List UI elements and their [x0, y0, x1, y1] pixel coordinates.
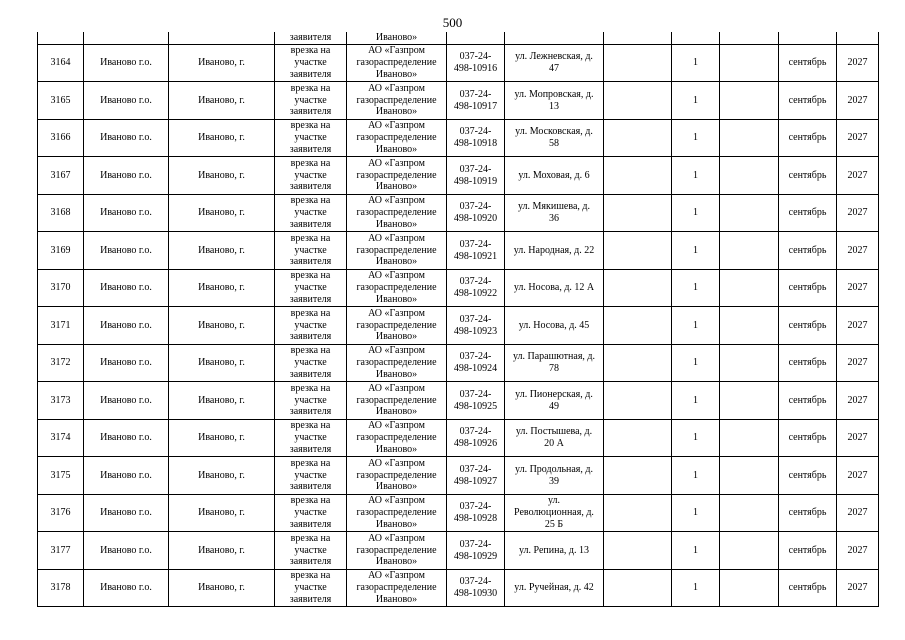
cell-year: 2027 [837, 382, 879, 420]
cell-municipality [84, 32, 169, 44]
cell-month: сентябрь [779, 269, 837, 307]
cell-count: 1 [672, 119, 720, 157]
cell-work-type: врезка на участке заявителя [275, 382, 347, 420]
cell-month [779, 32, 837, 44]
cell-count: 1 [672, 569, 720, 607]
cell-organization: АО «Газпром газораспределение Иваново» [347, 269, 447, 307]
cell-municipality: Иваново г.о. [84, 569, 169, 607]
cell-num: 3174 [38, 419, 84, 457]
cell-extra1 [604, 119, 672, 157]
cell-locality: Иваново, г. [169, 532, 275, 570]
cell-num: 3177 [38, 532, 84, 570]
cell-work-type: врезка на участке заявителя [275, 307, 347, 345]
cell-month: сентябрь [779, 157, 837, 195]
cell-locality: Иваново, г. [169, 44, 275, 82]
cell-code: 037-24- 498-10929 [447, 532, 505, 570]
cell-extra2 [720, 532, 779, 570]
cell-locality: Иваново, г. [169, 119, 275, 157]
cell-code [447, 32, 505, 44]
cell-num: 3173 [38, 382, 84, 420]
cell-month: сентябрь [779, 382, 837, 420]
cell-num: 3176 [38, 494, 84, 532]
cell-organization: АО «Газпром газораспределение Иваново» [347, 569, 447, 607]
cell-locality: Иваново, г. [169, 494, 275, 532]
cell-extra2 [720, 344, 779, 382]
cell-extra2 [720, 382, 779, 420]
cell-code: 037-24- 498-10928 [447, 494, 505, 532]
cell-extra1 [604, 232, 672, 270]
cell-num: 3168 [38, 194, 84, 232]
cell-extra1 [604, 457, 672, 495]
cell-extra1 [604, 157, 672, 195]
cell-locality [169, 32, 275, 44]
cell-extra2 [720, 119, 779, 157]
cell-extra2 [720, 457, 779, 495]
cell-locality: Иваново, г. [169, 382, 275, 420]
cell-count: 1 [672, 307, 720, 345]
table-row [38, 194, 879, 232]
cell-extra2 [720, 269, 779, 307]
cell-work-type: заявителя [275, 32, 347, 44]
cell-num [38, 32, 84, 44]
table-row [38, 532, 879, 570]
cell-code: 037-24- 498-10917 [447, 82, 505, 120]
page-number: 500 [442, 15, 463, 30]
cell-year: 2027 [837, 532, 879, 570]
cell-municipality: Иваново г.о. [84, 307, 169, 345]
cell-extra2 [720, 194, 779, 232]
cell-municipality: Иваново г.о. [84, 344, 169, 382]
cell-extra2 [720, 232, 779, 270]
cell-code: 037-24- 498-10925 [447, 382, 505, 420]
cell-code: 037-24- 498-10921 [447, 232, 505, 270]
cell-municipality: Иваново г.о. [84, 44, 169, 82]
cell-code: 037-24- 498-10923 [447, 307, 505, 345]
cell-count [672, 32, 720, 44]
cell-locality: Иваново, г. [169, 307, 275, 345]
cell-count: 1 [672, 157, 720, 195]
cell-municipality: Иваново г.о. [84, 419, 169, 457]
cell-work-type: врезка на участке заявителя [275, 532, 347, 570]
cell-address: ул. Ручейная, д. 42 [505, 569, 604, 607]
cell-extra1 [604, 569, 672, 607]
continuation-row [38, 32, 879, 44]
cell-count: 1 [672, 382, 720, 420]
cell-count: 1 [672, 532, 720, 570]
cell-address: ул. Носова, д. 45 [505, 307, 604, 345]
cell-organization: АО «Газпром газораспределение Иваново» [347, 157, 447, 195]
table-row [38, 44, 879, 82]
cell-address: ул. Мякишева, д. 36 [505, 194, 604, 232]
cell-municipality: Иваново г.о. [84, 194, 169, 232]
cell-organization: Иваново» [347, 32, 447, 44]
table-row [38, 344, 879, 382]
cell-work-type: врезка на участке заявителя [275, 119, 347, 157]
cell-organization: АО «Газпром газораспределение Иваново» [347, 119, 447, 157]
cell-extra2 [720, 157, 779, 195]
table-row [38, 419, 879, 457]
cell-extra2 [720, 569, 779, 607]
cell-work-type: врезка на участке заявителя [275, 269, 347, 307]
cell-address: ул. Носова, д. 12 А [505, 269, 604, 307]
cell-year: 2027 [837, 44, 879, 82]
cell-organization: АО «Газпром газораспределение Иваново» [347, 44, 447, 82]
cell-count: 1 [672, 457, 720, 495]
cell-extra2 [720, 44, 779, 82]
cell-count: 1 [672, 194, 720, 232]
cell-address: ул. Лежневская, д. 47 [505, 44, 604, 82]
cell-extra1 [604, 194, 672, 232]
cell-organization: АО «Газпром газораспределение Иваново» [347, 82, 447, 120]
cell-work-type: врезка на участке заявителя [275, 494, 347, 532]
cell-organization: АО «Газпром газораспределение Иваново» [347, 344, 447, 382]
cell-num: 3175 [38, 457, 84, 495]
cell-count: 1 [672, 494, 720, 532]
cell-address: ул. Пионерская, д. 49 [505, 382, 604, 420]
cell-address: ул. Продольная, д. 39 [505, 457, 604, 495]
cell-extra2 [720, 307, 779, 345]
cell-extra1 [604, 419, 672, 457]
cell-extra1 [604, 82, 672, 120]
cell-month: сентябрь [779, 307, 837, 345]
cell-num: 3167 [38, 157, 84, 195]
cell-locality: Иваново, г. [169, 457, 275, 495]
cell-month: сентябрь [779, 569, 837, 607]
cell-extra1 [604, 307, 672, 345]
cell-work-type: врезка на участке заявителя [275, 82, 347, 120]
cell-month: сентябрь [779, 344, 837, 382]
cell-organization: АО «Газпром газораспределение Иваново» [347, 419, 447, 457]
cell-extra2 [720, 494, 779, 532]
cell-code: 037-24- 498-10918 [447, 119, 505, 157]
cell-code: 037-24- 498-10922 [447, 269, 505, 307]
cell-organization: АО «Газпром газораспределение Иваново» [347, 457, 447, 495]
cell-address: ул. Постышева, д. 20 А [505, 419, 604, 457]
table-row [38, 307, 879, 345]
cell-organization: АО «Газпром газораспределение Иваново» [347, 232, 447, 270]
cell-extra1 [604, 269, 672, 307]
cell-count: 1 [672, 269, 720, 307]
cell-locality: Иваново, г. [169, 419, 275, 457]
table-row [38, 269, 879, 307]
table-row [38, 232, 879, 270]
cell-organization: АО «Газпром газораспределение Иваново» [347, 494, 447, 532]
cell-locality: Иваново, г. [169, 344, 275, 382]
cell-municipality: Иваново г.о. [84, 382, 169, 420]
cell-extra1 [604, 382, 672, 420]
cell-year: 2027 [837, 457, 879, 495]
cell-count: 1 [672, 44, 720, 82]
cell-organization: АО «Газпром газораспределение Иваново» [347, 532, 447, 570]
cell-municipality: Иваново г.о. [84, 119, 169, 157]
cell-num: 3165 [38, 82, 84, 120]
cell-year: 2027 [837, 119, 879, 157]
cell-code: 037-24- 498-10916 [447, 44, 505, 82]
cell-num: 3164 [38, 44, 84, 82]
table-row [38, 157, 879, 195]
cell-month: сентябрь [779, 232, 837, 270]
table-row [38, 569, 879, 607]
cell-count: 1 [672, 419, 720, 457]
cell-month: сентябрь [779, 44, 837, 82]
cell-work-type: врезка на участке заявителя [275, 344, 347, 382]
cell-work-type: врезка на участке заявителя [275, 569, 347, 607]
cell-month: сентябрь [779, 532, 837, 570]
cell-extra2 [720, 32, 779, 44]
cell-locality: Иваново, г. [169, 194, 275, 232]
cell-address: ул. Репина, д. 13 [505, 532, 604, 570]
cell-work-type: врезка на участке заявителя [275, 194, 347, 232]
cell-organization: АО «Газпром газораспределение Иваново» [347, 194, 447, 232]
table-row [38, 494, 879, 532]
cell-year: 2027 [837, 419, 879, 457]
cell-extra2 [720, 419, 779, 457]
cell-municipality: Иваново г.о. [84, 232, 169, 270]
cell-code: 037-24- 498-10924 [447, 344, 505, 382]
cell-address: ул. Московская, д. 58 [505, 119, 604, 157]
cell-code: 037-24- 498-10926 [447, 419, 505, 457]
cell-year: 2027 [837, 82, 879, 120]
cell-count: 1 [672, 344, 720, 382]
cell-locality: Иваново, г. [169, 82, 275, 120]
cell-municipality: Иваново г.о. [84, 82, 169, 120]
cell-work-type: врезка на участке заявителя [275, 157, 347, 195]
cell-locality: Иваново, г. [169, 232, 275, 270]
cell-month: сентябрь [779, 457, 837, 495]
cell-year: 2027 [837, 344, 879, 382]
cell-extra1 [604, 494, 672, 532]
cell-year: 2027 [837, 569, 879, 607]
cell-code: 037-24- 498-10919 [447, 157, 505, 195]
cell-address: ул. Революционная, д. 25 Б [505, 494, 604, 532]
cell-month: сентябрь [779, 194, 837, 232]
cell-address [505, 32, 604, 44]
cell-work-type: врезка на участке заявителя [275, 457, 347, 495]
cell-address: ул. Моховая, д. 6 [505, 157, 604, 195]
cell-municipality: Иваново г.о. [84, 157, 169, 195]
cell-year: 2027 [837, 269, 879, 307]
cell-count: 1 [672, 82, 720, 120]
gas-connection-table [37, 32, 879, 607]
cell-year: 2027 [837, 232, 879, 270]
cell-year: 2027 [837, 494, 879, 532]
cell-locality: Иваново, г. [169, 157, 275, 195]
cell-num: 3169 [38, 232, 84, 270]
cell-extra2 [720, 82, 779, 120]
cell-locality: Иваново, г. [169, 569, 275, 607]
cell-num: 3170 [38, 269, 84, 307]
cell-organization: АО «Газпром газораспределение Иваново» [347, 307, 447, 345]
cell-code: 037-24- 498-10927 [447, 457, 505, 495]
cell-address: ул. Парашютная, д. 78 [505, 344, 604, 382]
cell-code: 037-24- 498-10920 [447, 194, 505, 232]
cell-num: 3172 [38, 344, 84, 382]
table-row [38, 457, 879, 495]
cell-month: сентябрь [779, 419, 837, 457]
table-row [38, 119, 879, 157]
cell-year: 2027 [837, 194, 879, 232]
cell-count: 1 [672, 232, 720, 270]
cell-locality: Иваново, г. [169, 269, 275, 307]
cell-address: ул. Народная, д. 22 [505, 232, 604, 270]
cell-municipality: Иваново г.о. [84, 494, 169, 532]
cell-extra1 [604, 44, 672, 82]
cell-num: 3178 [38, 569, 84, 607]
cell-work-type: врезка на участке заявителя [275, 419, 347, 457]
cell-municipality: Иваново г.о. [84, 269, 169, 307]
cell-extra1 [604, 532, 672, 570]
cell-work-type: врезка на участке заявителя [275, 44, 347, 82]
cell-address: ул. Мопровская, д. 13 [505, 82, 604, 120]
cell-year: 2027 [837, 157, 879, 195]
cell-month: сентябрь [779, 119, 837, 157]
cell-municipality: Иваново г.о. [84, 457, 169, 495]
table-row [38, 82, 879, 120]
cell-month: сентябрь [779, 82, 837, 120]
cell-municipality: Иваново г.о. [84, 532, 169, 570]
cell-code: 037-24- 498-10930 [447, 569, 505, 607]
cell-num: 3166 [38, 119, 84, 157]
table-row [38, 382, 879, 420]
cell-work-type: врезка на участке заявителя [275, 232, 347, 270]
cell-extra1 [604, 32, 672, 44]
cell-num: 3171 [38, 307, 84, 345]
cell-extra1 [604, 344, 672, 382]
cell-month: сентябрь [779, 494, 837, 532]
cell-year [837, 32, 879, 44]
cell-year: 2027 [837, 307, 879, 345]
cell-organization: АО «Газпром газораспределение Иваново» [347, 382, 447, 420]
